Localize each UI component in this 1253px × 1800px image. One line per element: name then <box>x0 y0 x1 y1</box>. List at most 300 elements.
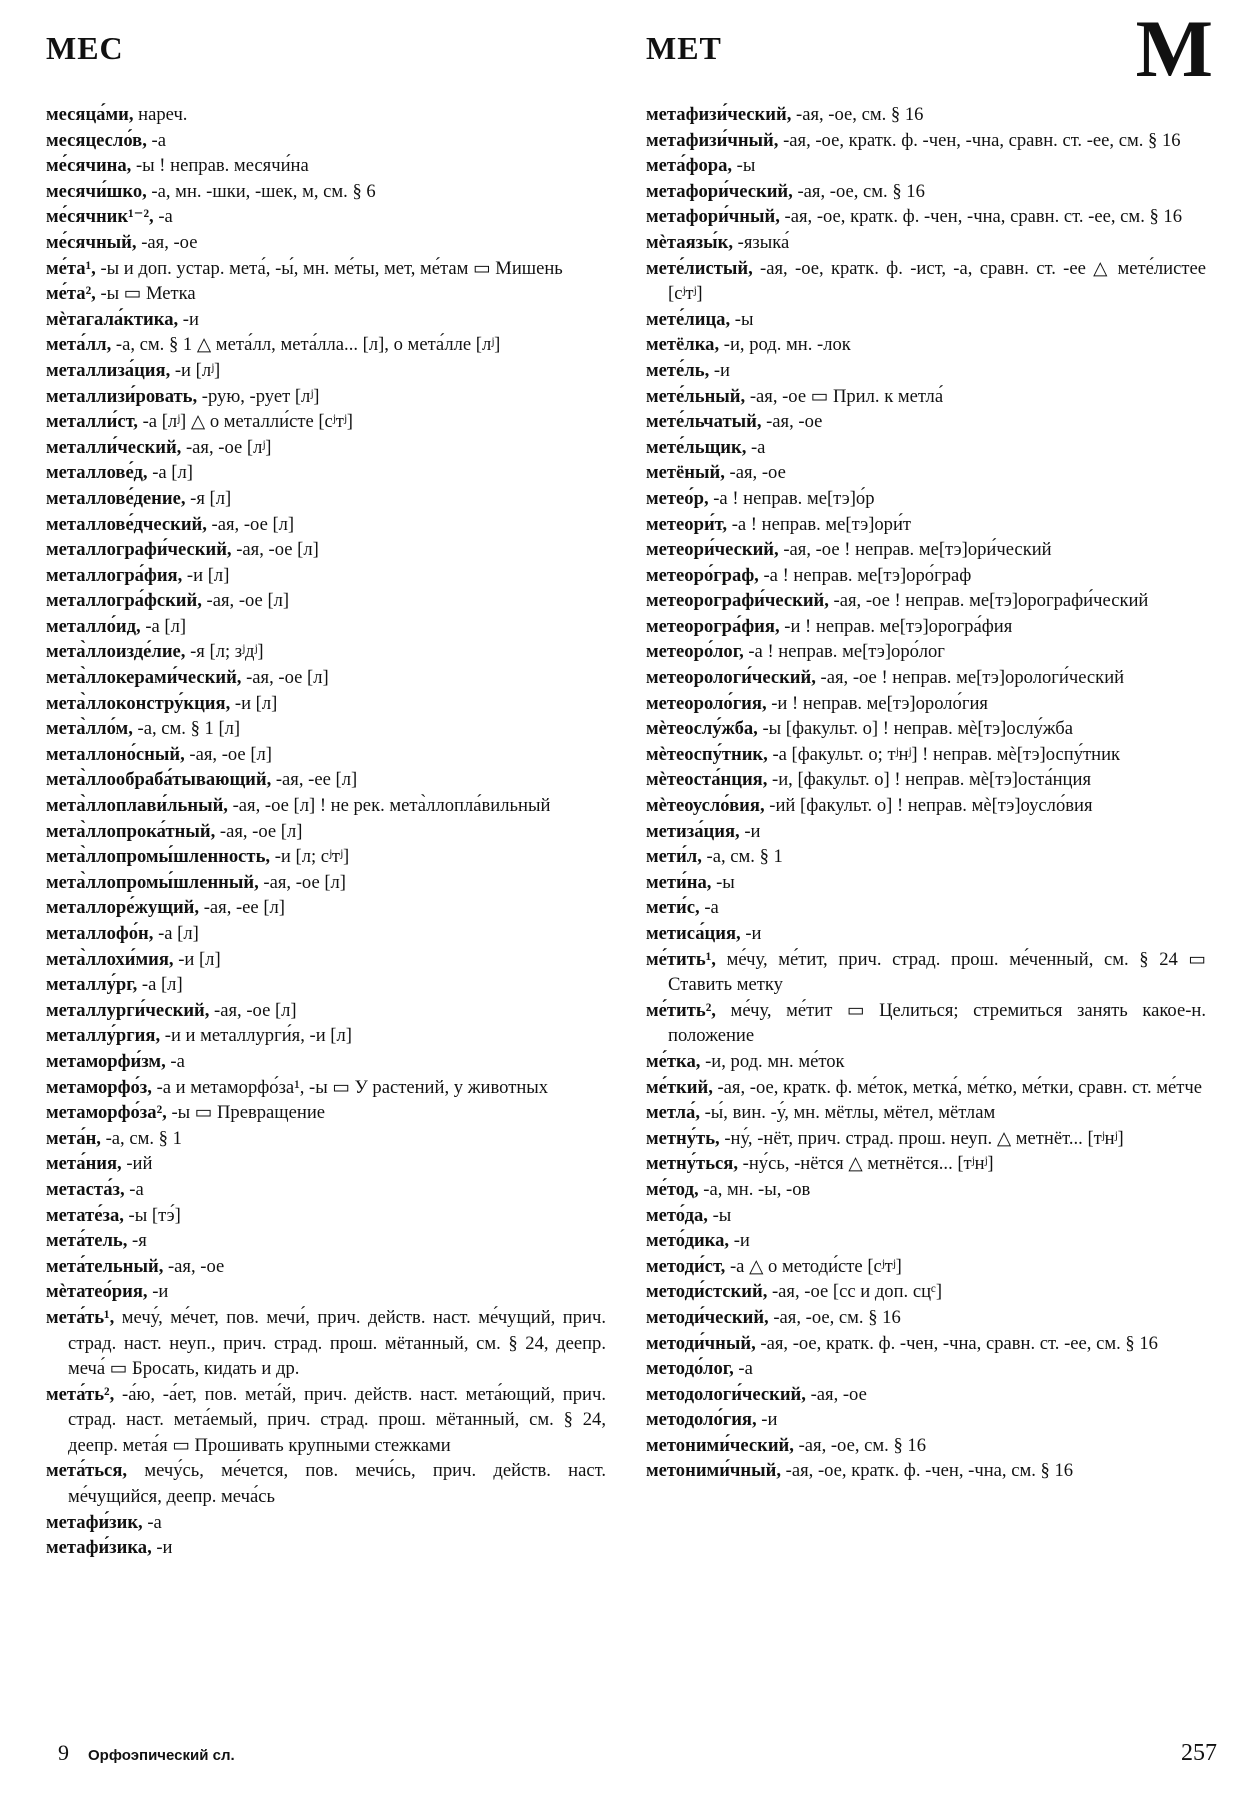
entry-definition: -а, см. § 1 <box>100 1127 182 1149</box>
entry-headword: методи́ческий, <box>646 1306 769 1328</box>
entry-definition: -ну́, -нёт, прич. страд. прош. неуп. △ метнёт... [тʲнʲ] <box>719 1127 1124 1149</box>
dictionary-entry <box>46 128 606 154</box>
entry-definition: -а <box>165 1050 185 1072</box>
entry-headword: металлогра́фский, <box>46 590 202 612</box>
running-head-left: МЕС <box>46 30 124 66</box>
entry-definition: -а <box>733 1358 753 1380</box>
entry-headword: мета́фора, <box>646 155 733 177</box>
entry-headword: метафори́чный, <box>646 206 780 228</box>
entry-headword: ме́тить², <box>646 999 716 1021</box>
entry-definition: -ы́, вин. -у́, мн. мётлы, мётел, мётлам <box>699 1102 996 1124</box>
entry-definition: -ая, -ое <box>724 462 786 484</box>
entry-headword: методоло́гия, <box>646 1409 757 1431</box>
entry-headword: метаморфо́за², <box>46 1102 167 1124</box>
entry-definition: -ы ▭ Метка <box>95 283 196 305</box>
entry-definition: -а и метаморфо́за¹, -ы ▭ У растений, у животных <box>151 1076 549 1098</box>
entry-definition: -я [л] <box>185 487 232 509</box>
entry-headword: месячи́шко, <box>46 180 147 202</box>
entry-definition: -а [л] <box>140 615 187 637</box>
entry-definition: -ая, -ое [л] ! не рек. мета̀ллопла́вильный <box>227 795 551 817</box>
dictionary-entry <box>646 1305 1206 1331</box>
entry-headword: метеори́т, <box>646 513 728 535</box>
dictionary-entry <box>646 409 1206 435</box>
dictionary-entry <box>646 819 1206 845</box>
dictionary-entry <box>646 1228 1206 1254</box>
dictionary-entry <box>646 716 1206 742</box>
dictionary-entry <box>646 230 1206 256</box>
entry-definition: -и, род. мн. ме́ток <box>700 1050 845 1072</box>
dictionary-entry <box>46 358 606 384</box>
entry-definition: -ая, -ое, см. § 16 <box>791 104 924 125</box>
dictionary-entry <box>646 870 1206 896</box>
dictionary-entry <box>46 1305 606 1382</box>
entry-headword: мѐтеоста́нция, <box>646 769 768 791</box>
entry-headword: мета́лл, <box>46 334 112 356</box>
dictionary-entry <box>646 665 1206 691</box>
entry-definition: -ы ! неправ. месячи́на <box>131 155 309 177</box>
entry-headword: мета̀ллохи́мия, <box>46 948 174 970</box>
dictionary-entry <box>646 1331 1206 1357</box>
entry-headword: ме́сячник¹⁻², <box>46 206 154 228</box>
entry-headword: метёлка, <box>646 334 720 356</box>
entry-definition: -ая, -ое [л] <box>206 513 295 535</box>
entry-definition: -ая, -ое [л] <box>201 590 290 612</box>
entry-definition: -ий <box>121 1153 153 1175</box>
dictionary-entry <box>646 435 1206 461</box>
entry-headword: мета́ния, <box>46 1153 122 1175</box>
entry-headword: металлу́ргия, <box>46 1025 161 1047</box>
dictionary-entry <box>646 486 1206 512</box>
dictionary-entry <box>46 1203 606 1229</box>
dictionary-entry <box>46 844 606 870</box>
dictionary-entry <box>646 1279 1206 1305</box>
entry-definition: -ы <box>730 308 754 330</box>
entry-definition: -а, см. § 1 △ мета́лл, мета́лла... [л], о мета́лле [лʲ] <box>111 334 501 356</box>
right-column <box>646 102 1206 1484</box>
entry-headword: мето́да, <box>646 1204 708 1226</box>
entry-headword: методо́лог, <box>646 1358 734 1380</box>
entry-headword: метеорологи́ческий, <box>646 667 816 689</box>
dictionary-entry <box>46 179 606 205</box>
dictionary-entry <box>646 179 1206 205</box>
dictionary-entry <box>646 1382 1206 1408</box>
entry-definition: -ая, -ое, кратк. ф. ме́ток, метка́, ме́тко, ме́тки, сравн. ст. ме́тче <box>712 1076 1203 1098</box>
entry-headword: мѐтеоусло́вия, <box>646 795 765 817</box>
dictionary-entry <box>646 256 1206 307</box>
entry-definition: -ая, -ое, см. § 16 <box>768 1306 901 1328</box>
entry-headword: метеори́ческий, <box>646 539 779 561</box>
entry-definition: -и <box>151 1537 173 1559</box>
dictionary-entry <box>646 691 1206 717</box>
entry-headword: мете́льчатый, <box>646 411 762 433</box>
entry-definition: -ая, -ое ! неправ. ме[тэ]орологи́ческий <box>815 667 1125 689</box>
entry-headword: методологи́ческий, <box>646 1383 806 1405</box>
dictionary-entry <box>46 870 606 896</box>
entry-headword: мети́л, <box>646 846 702 868</box>
entry-headword: метаморфи́зм, <box>46 1050 166 1072</box>
dictionary-entry <box>646 102 1206 128</box>
entry-definition: -и [лʲ] <box>170 359 221 381</box>
dictionary-entry <box>646 767 1206 793</box>
entry-definition: -ы [тэ́] <box>123 1204 181 1226</box>
dictionary-entry <box>46 1510 606 1536</box>
entry-definition: -ая, -ое, см. § 16 <box>793 1434 926 1456</box>
entry-definition: -ая, -ое [л] <box>184 743 272 765</box>
dictionary-entry <box>646 1356 1206 1382</box>
entry-headword: метеорогра́фия, <box>646 615 780 637</box>
entry-definition: -а ! неправ. ме[тэ]оро́лог <box>743 641 945 663</box>
dictionary-entry <box>46 230 606 256</box>
entry-definition: -и [л] <box>230 692 278 714</box>
entry-definition: -а [факульт. о; тʲнʲ] ! неправ. мѐ[тэ]оспу́тник <box>767 743 1121 765</box>
page-number: 257 <box>1181 1740 1217 1766</box>
entry-definition: -ая, -ее [л] <box>271 769 358 791</box>
entry-definition: -ая, -ое <box>163 1255 225 1277</box>
running-head-right: МЕТ <box>646 30 722 66</box>
dictionary-entry <box>646 844 1206 870</box>
dictionary-entry <box>46 588 606 614</box>
entry-definition: -а, см. § 1 [л] <box>132 718 241 740</box>
entry-headword: метеороло́гия, <box>646 692 767 714</box>
entry-headword: метафизи́чный, <box>646 129 779 151</box>
entry-definition: -а [л] <box>147 462 193 484</box>
dictionary-entry <box>646 1407 1206 1433</box>
dictionary-entry <box>46 742 606 768</box>
entry-headword: металлоно́сный, <box>46 743 185 765</box>
dictionary-entry <box>646 512 1206 538</box>
entry-headword: мета́ть², <box>46 1383 115 1405</box>
entry-definition: -ая, -ое, кратк. ф. -чен, -чна, сравн. ст. -ее, см. § 16 <box>779 206 1183 228</box>
entry-headword: металлофо́н, <box>46 923 154 944</box>
entry-headword: ме́сячина, <box>46 155 132 177</box>
entry-definition: -ая, -ое, кратк. ф. -чен, -чна, сравн. ст. -ее, см. § 16 <box>778 129 1181 151</box>
dictionary-entry <box>46 1228 606 1254</box>
dictionary-entry <box>646 1177 1206 1203</box>
entry-headword: ме́та¹, <box>46 257 96 279</box>
dictionary-entry <box>646 1075 1206 1101</box>
entry-definition: -я [л; зʲдʲ] <box>185 641 264 663</box>
signature-label: Орфоэпический сл. <box>88 1747 235 1764</box>
entry-headword: метаморфо́з, <box>46 1076 152 1098</box>
entry-definition: -ы [факульт. о] ! неправ. мѐ[тэ]ослу́жба <box>757 718 1074 740</box>
entry-definition: -ая, -ое ! неправ. ме[тэ]орографи́ческий <box>828 590 1149 612</box>
entry-definition: -ая, -ое [л] <box>241 667 329 689</box>
entry-definition: -и, [факульт. о] ! неправ. мѐ[тэ]оста́нция <box>767 769 1092 791</box>
entry-headword: метате́за, <box>46 1204 124 1226</box>
entry-headword: методи́стский, <box>646 1281 768 1303</box>
entry-headword: метиса́ция, <box>646 923 741 944</box>
entry-headword: мѐтатео́рия, <box>46 1281 148 1303</box>
entry-definition: -а <box>124 1178 144 1200</box>
entry-definition: -и <box>178 308 199 330</box>
entry-definition: мечу́, ме́чет, пов. мечи́, прич. действ. наст. ме́чущий, прич. страд. наст. неуп., прич. страд. прош. мётанный, см. § 24, деепр. меча́ ▭ Бросать, кидать и др. <box>68 1306 606 1380</box>
dictionary-entry <box>646 1151 1206 1177</box>
entry-definition: -ы и доп. устар. мета́, -ы́, мн. ме́ты, мет, ме́там ▭ Мишень <box>95 257 563 279</box>
entry-headword: мета́тель, <box>46 1230 128 1252</box>
entry-headword: метафизи́ческий, <box>646 104 792 125</box>
entry-definition: -ы <box>707 1204 732 1226</box>
dictionary-entry <box>46 460 606 486</box>
entry-headword: мета̀ллообраба́тывающий, <box>46 769 272 791</box>
entry-headword: методи́чный, <box>646 1332 756 1354</box>
dictionary-entry <box>46 1254 606 1280</box>
entry-definition: ме́чу, ме́тит ▭ Целиться; стремиться занять какое-н. положение <box>668 999 1206 1047</box>
entry-headword: метафи́зик, <box>46 1511 143 1533</box>
entry-headword: мета́н, <box>46 1127 101 1149</box>
dictionary-entry <box>46 435 606 461</box>
entry-definition: -а, мн. -шки, -шек, м, см. § 6 <box>146 180 376 202</box>
dictionary-entry <box>46 614 606 640</box>
dictionary-entry <box>46 1382 606 1459</box>
entry-definition: -языка́ <box>733 231 790 253</box>
dictionary-entry <box>646 1458 1206 1484</box>
entry-definition: -и <box>709 359 731 381</box>
dictionary-entry <box>46 307 606 333</box>
dictionary-entry <box>46 102 606 128</box>
dictionary-entry <box>46 537 606 563</box>
dictionary-entry <box>46 1126 606 1152</box>
dictionary-entry <box>46 819 606 845</box>
dictionary-entry <box>46 947 606 973</box>
dictionary-entry <box>646 1049 1206 1075</box>
entry-headword: мѐтагала́ктика, <box>46 308 179 330</box>
dictionary-entry <box>46 332 606 358</box>
entry-definition: -ая, -ое <box>805 1383 867 1405</box>
dictionary-entry <box>646 384 1206 410</box>
dictionary-entry <box>646 153 1206 179</box>
entry-definition: -ая, -ое [л] <box>231 539 319 561</box>
dictionary-entry <box>46 1100 606 1126</box>
entry-definition: -а [л] <box>153 923 199 944</box>
dictionary-entry <box>46 153 606 179</box>
dictionary-entry <box>46 793 606 819</box>
entry-definition: -и и металлурги́я, -и [л] <box>160 1025 352 1047</box>
entry-headword: мѐтеослу́жба, <box>646 718 758 740</box>
entry-headword: ме́тить¹, <box>646 948 716 970</box>
entry-definition: -ы <box>711 871 735 893</box>
dictionary-entry <box>646 588 1206 614</box>
entry-definition: -ая, -ое <box>136 231 198 253</box>
dictionary-entry <box>646 793 1206 819</box>
entry-headword: мети́с, <box>646 897 700 919</box>
entry-headword: метла́, <box>646 1102 700 1124</box>
entry-definition: -и <box>729 1230 750 1252</box>
entry-definition: -ая, -ое [л] <box>258 871 347 893</box>
entry-headword: металли́ческий, <box>46 436 182 458</box>
dictionary-entry <box>46 1023 606 1049</box>
entry-headword: мета̀ллоконстру́кция, <box>46 692 231 714</box>
entry-headword: метеоро́лог, <box>646 641 744 663</box>
dictionary-entry <box>646 742 1206 768</box>
entry-definition: -а <box>699 897 719 919</box>
entry-headword: метеорографи́ческий, <box>646 590 829 612</box>
entry-definition: -я <box>127 1230 147 1252</box>
dictionary-entry <box>646 537 1206 563</box>
entry-headword: металлизи́ровать, <box>46 385 198 407</box>
entry-headword: метео́р, <box>646 487 709 509</box>
dictionary-entry <box>46 409 606 435</box>
entry-headword: мета̀ллоплави́льный, <box>46 795 228 817</box>
dictionary-entry <box>46 486 606 512</box>
dictionary-entry <box>46 665 606 691</box>
dictionary-entry <box>46 384 606 410</box>
entry-headword: металли́ст, <box>46 411 138 433</box>
entry-definition: -а ! неправ. ме[тэ]о́р <box>708 487 875 509</box>
dictionary-entry <box>646 1100 1206 1126</box>
entry-headword: мете́листый, <box>646 257 753 279</box>
entry-headword: металлове́дение, <box>46 487 186 509</box>
dictionary-entry <box>646 358 1206 384</box>
entry-headword: металлу́рг, <box>46 974 138 996</box>
section-letter: М <box>1135 3 1213 94</box>
dictionary-entry <box>646 332 1206 358</box>
entry-definition: -и <box>756 1409 778 1431</box>
dictionary-entry <box>646 921 1206 947</box>
entry-headword: мѐтаязы́к, <box>646 231 733 253</box>
entry-headword: мета́ть¹, <box>46 1306 115 1328</box>
entry-headword: метафи́зика, <box>46 1537 152 1559</box>
entry-headword: мете́льный, <box>646 385 746 407</box>
entry-headword: металлогра́фия, <box>46 564 183 586</box>
entry-definition: -а △ о методи́сте [сʲтʲ] <box>725 1255 902 1277</box>
dictionary-entry <box>646 1126 1206 1152</box>
entry-headword: месяцесло́в, <box>46 129 147 151</box>
entry-headword: мета̀ллопромы́шленный, <box>46 871 259 893</box>
entry-definition: -а, мн. -ы, -ов <box>698 1178 811 1200</box>
dictionary-entry <box>46 256 606 282</box>
entry-definition: -а [лʲ] △ о металли́сте [сʲтʲ] <box>137 411 353 433</box>
entry-headword: мете́ль, <box>646 359 710 381</box>
entry-definition: -и [л] <box>173 948 221 970</box>
entry-definition: -и <box>740 923 762 944</box>
entry-definition: мечу́сь, ме́чется, пов. мечи́сь, прич. действ. наст. ме́чущийся, деепр. меча́сь <box>68 1460 606 1508</box>
dictionary-entry <box>46 895 606 921</box>
entry-headword: ме́сячный, <box>46 231 137 253</box>
entry-definition: -ая, -ое ▭ Прил. к метла́ <box>745 385 944 407</box>
dictionary-entry <box>46 1535 606 1561</box>
entry-definition: -ий [факульт. о] ! неправ. мѐ[тэ]оусло́вия <box>764 795 1093 817</box>
entry-definition: -а [л] <box>137 974 183 996</box>
entry-headword: мета̀ллопромы́шленность, <box>46 846 271 868</box>
dictionary-entry <box>646 1254 1206 1280</box>
entry-definition: нареч. <box>133 104 188 125</box>
entry-headword: метну́ться, <box>646 1153 738 1175</box>
entry-headword: метиза́ция, <box>646 820 740 842</box>
entry-headword: металлове́д, <box>46 462 148 484</box>
entry-headword: мета̀ллоизде́лие, <box>46 641 186 663</box>
dictionary-entry <box>646 895 1206 921</box>
entry-headword: метоними́чный, <box>646 1460 781 1482</box>
dictionary-entry <box>646 563 1206 589</box>
dictionary-entry <box>646 947 1206 998</box>
dictionary-entry <box>46 972 606 998</box>
entry-headword: мета́тельный, <box>46 1255 164 1277</box>
entry-definition: -ая, -ое [л] <box>215 820 303 842</box>
entry-definition: -и ! неправ. ме[тэ]орогра́фия <box>779 615 1013 637</box>
entry-headword: мете́льщик, <box>646 436 747 458</box>
entry-headword: металлоре́жущий, <box>46 897 200 919</box>
entry-definition: -ая, -ое [л] <box>209 999 297 1021</box>
entry-definition: -и <box>739 820 761 842</box>
entry-headword: мета̀ллокерами́ческий, <box>46 667 242 689</box>
entry-headword: метафори́ческий, <box>646 180 793 202</box>
entry-definition: -ая, -ое <box>761 411 823 433</box>
signature-number: 9 <box>58 1740 69 1765</box>
entry-headword: мета̀ллопрока́тный, <box>46 820 216 842</box>
entry-headword: ме́та², <box>46 283 96 305</box>
dictionary-entry <box>46 563 606 589</box>
entry-definition: -ая, -ое, кратк. ф. -чен, -чна, см. § 16 <box>781 1460 1074 1482</box>
entry-definition: -а <box>153 206 173 228</box>
entry-definition: -ы ▭ Превращение <box>166 1102 326 1124</box>
entry-definition: -ая, -ее [л] <box>199 897 285 919</box>
entry-headword: метеоро́граф, <box>646 564 759 586</box>
entry-headword: мети́на, <box>646 871 712 893</box>
dictionary-entry <box>46 716 606 742</box>
entry-definition: -и [л] <box>182 564 230 586</box>
entry-definition: -ну́сь, -нётся △ метнётся... [тʲнʲ] <box>738 1153 994 1175</box>
entry-definition: -ая, -ое [сс и доп. сцᶜ] <box>767 1281 943 1303</box>
entry-definition: -и <box>147 1281 169 1303</box>
dictionary-entry <box>646 128 1206 154</box>
entry-headword: металлографи́ческий, <box>46 539 232 561</box>
dictionary-entry <box>646 998 1206 1049</box>
entry-headword: месяца́ми, <box>46 104 134 125</box>
entry-definition: -ая, -ое, кратк. ф. -ист, -а, сравн. ст. -ее △ мете́листее [сʲтʲ] <box>668 257 1206 305</box>
entry-definition: -а, см. § 1 <box>701 846 783 868</box>
entry-headword: металлиза́ция, <box>46 359 171 381</box>
entry-headword: металло́ид, <box>46 615 141 637</box>
entry-definition: -и [л; сʲтʲ] <box>270 846 350 868</box>
dictionary-entry <box>46 1279 606 1305</box>
dictionary-entry <box>646 204 1206 230</box>
entry-definition: -ы <box>732 155 756 177</box>
entry-headword: металлове́дческий, <box>46 513 207 535</box>
entry-definition: ме́чу, ме́тит, прич. страд. прош. ме́ченный, см. § 24 ▭ Ставить метку <box>668 948 1206 996</box>
entry-definition: -а́ю, -а́ет, пов. мета́й, прич. действ. наст. мета́ющий, прич. страд. наст. мета́емый, прич. страд. прош. мётанный, см. § 24, деепр. мета́я ▭ Прошивать крупными стежками <box>68 1383 606 1456</box>
entry-definition: -рую, -рует [лʲ] <box>197 385 320 407</box>
entry-definition: -и, род. мн. -лок <box>719 334 851 356</box>
entry-headword: металлурги́ческий, <box>46 999 210 1021</box>
entry-headword: ме́тод, <box>646 1178 699 1200</box>
left-column <box>46 102 606 1561</box>
entry-definition: -ая, -ое, кратк. ф. -чен, -чна, сравн. ст. -ее, см. § 16 <box>755 1332 1158 1354</box>
dictionary-entry <box>646 460 1206 486</box>
entry-definition: -ая, -ое [лʲ] <box>181 436 272 458</box>
dictionary-entry <box>46 512 606 538</box>
entry-headword: методи́ст, <box>646 1255 726 1277</box>
entry-definition: -ая, -ое, см. § 16 <box>792 180 925 202</box>
dictionary-entry <box>46 281 606 307</box>
entry-headword: ме́ткий, <box>646 1076 713 1098</box>
entry-definition: -а <box>142 1511 162 1533</box>
dictionary-entry <box>46 1458 606 1509</box>
dictionary-entry <box>46 639 606 665</box>
dictionary-entry <box>46 1151 606 1177</box>
entry-definition: -а ! неправ. ме[тэ]оро́граф <box>758 564 972 586</box>
entry-definition: -и ! неправ. ме[тэ]ороло́гия <box>766 692 988 714</box>
entry-headword: мето́дика, <box>646 1230 730 1252</box>
entry-headword: метоними́ческий, <box>646 1434 794 1456</box>
dictionary-entry <box>646 614 1206 640</box>
dictionary-entry <box>46 691 606 717</box>
dictionary-entry <box>646 1203 1206 1229</box>
dictionary-entry <box>46 998 606 1024</box>
dictionary-entry <box>46 204 606 230</box>
dictionary-entry <box>46 1049 606 1075</box>
entry-headword: метёный, <box>646 462 725 484</box>
dictionary-entry <box>46 767 606 793</box>
